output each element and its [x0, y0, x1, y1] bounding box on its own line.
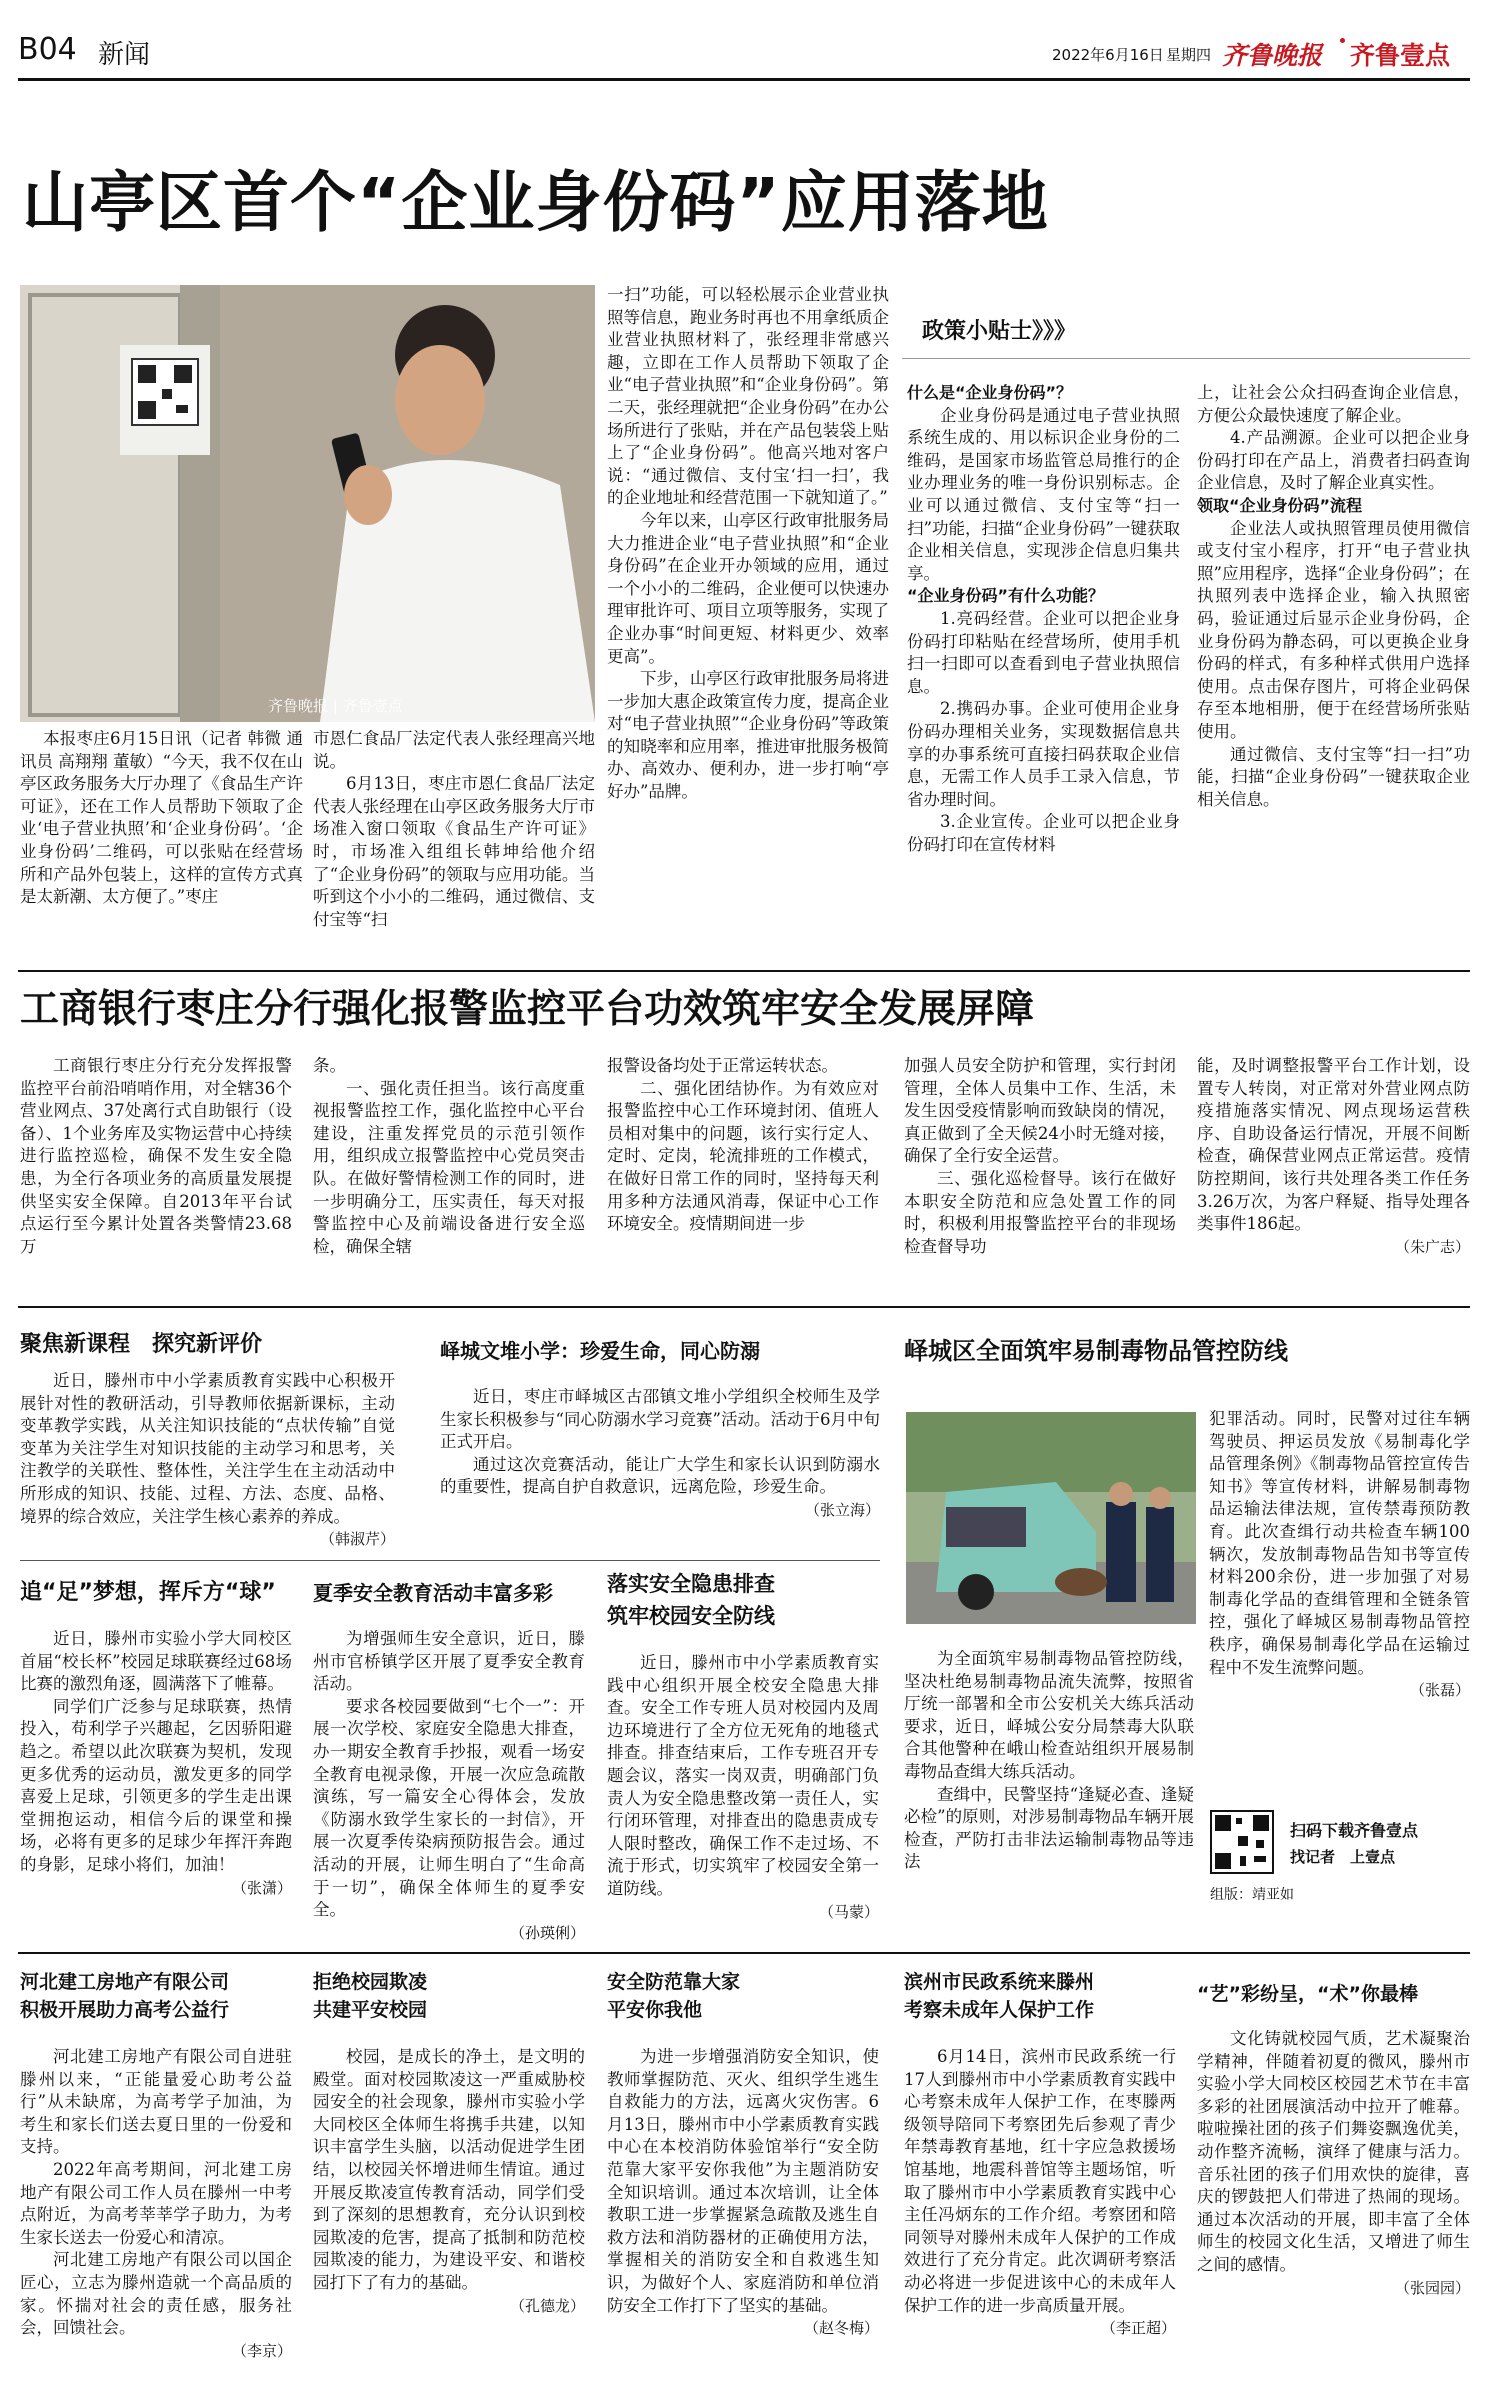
- short-c-title: 追“足”梦想，挥斥方“球”: [20, 1580, 276, 1605]
- bottom-paragraph: 6月14日，滨州市民政系统一行17人到滕州市中小学素质教育实践中心考察未成年人保护工作，在枣滕两级领导陪同下考察团先后参观了青少年禁毒教育基地，红十字应急救援场馆基地，地震科普馆等主题场馆，听取了滕州市中小学素质教育实践中心主任冯炳东的工作介绍。考察团和陪同领导对滕州未成年人保护的工作成效进行了充分肯定。此次调研考察活动必将进一步促进该中心的未成年人保护工作的进一步高质量开展。: [904, 2047, 1176, 2315]
- icbc-paragraph: 报警设备均处于正常运转状态。: [607, 1056, 838, 1075]
- lead-col-3: [607, 284, 889, 804]
- short-f-title: 峄城区全面筑牢易制毒物品管控防线: [904, 1337, 1288, 1365]
- bottom-paragraph: 为进一步增强消防安全知识，使教师掌握防范、灭火、组织学生逃生自救能力的方法，远离火灾伤害。6月13日，滕州市中小学素质教育实践中心在本校消防体验馆举行“安全防范靠大家平安你我他”为主题消防安全知识培训。通过本次培训，让全体教职工进一步掌握紧急疏散及逃生自救方法和消防器材的正确使用方法，掌握相关的消防安全和自救逃生知识，为做好个人、家庭消防和单位消防安全工作打下了坚实的基础。: [607, 2047, 879, 2315]
- short-a-paragraph: 近日，滕州市中小学素质教育实践中心积极开展针对性的教研活动，引导教师依据新课标，主动变革教学实践，从关注知识技能的“点状传输”自觉变革为关注学生对知识技能的主动学习和思考，关注教学的关联性、整体性，关注学生在主动活动中所形成的知识、技能、过程、方法、态度、品格、境界的综合效应，关注学生核心素养的养成。: [20, 1371, 395, 1526]
- icbc-paragraph: 二、强化团结协作。为有效应对报警监控中心工作环境封闭、值班人员相对集中的问题，该行实行定人、定时、定岗，轮流排班的工作模式，在做好日常工作的同时，坚持每天利用多种方法通风消毒，保证中心工作环境安全。疫情期间进一步: [607, 1078, 879, 1234]
- tips-title: 政策小贴士》》》: [922, 319, 1077, 344]
- short-a-title: 聚焦新课程 探究新评价: [20, 1332, 263, 1357]
- lead-paragraph: 一扫”功能，可以轻松展示企业营业执照等信息，跑业务时再也不用拿纸质企业营业执照材料了，张经理非常感兴趣，立即在工作人员帮助下领取了企业“电子营业执照”和“企业身份码”。第二天，张经理就把“企业身份码”在办公场所进行了张贴，并在产品包装袋上贴上了“企业身份码”。他高兴地对客户说：“通过微信、支付宝‘扫一扫’，我的企业地址和经营范围一下就知道了。”: [607, 285, 889, 508]
- issue-date: 2022年6月16日: [1052, 46, 1164, 64]
- bottom-title: 滨州市民政系统来滕州 考察未成年人保护工作: [904, 1971, 1095, 2021]
- lead-col-1: [20, 728, 303, 909]
- icbc-col-5: [1197, 1055, 1470, 1258]
- icbc-paragraph: 三、强化巡检督导。该行在做好本职安全防范和应急处置工作的同时，积极利用报警监控平台的非现场检查督导功: [904, 1168, 1176, 1256]
- bottom-title: 安全防范靠大家 平安你我他: [607, 1971, 741, 2021]
- bottom-paragraph: 河北建工房地产有限公司以国企匠心，立志为滕州造就一个高品质的家。怀揣对社会的责任感，服务社会，回馈社会。: [20, 2250, 292, 2338]
- tips-paragraph: 企业法人或执照管理员使用微信或支付宝小程序，打开“电子营业执照”应用程序，选择“企业身份码”；在执照列表中选择企业，输入执照密码，验证通过后显示企业身份码，企业身份码为静态码，可以更换企业身份码的样式，有多种样式供用户选择使用。点击保存图片，可将企业码保存至本地相册，便于在经营场所张贴使用。: [1197, 518, 1470, 741]
- tips-heading: 什么是“企业身份码”？: [907, 383, 1073, 402]
- lead-photo: [20, 285, 595, 722]
- short-e-paragraph: 近日，滕州市中小学素质教育实践中心组织开展全校安全隐患大排查。安全工作专班人员对校园内及周边环境进行了全方位无死角的地毯式排查。排查结束后，工作专班召开专题会议，落实一岗双责，明确部门负责人为安全隐患整改第一责任人，实行闭环管理，对排查出的隐患责成专人限时整改，确保工作不走过场、不流于形式，切实筑牢了校园安全第一道防线。: [607, 1653, 879, 1898]
- bottom-byline: （李正超）: [1100, 2319, 1176, 2338]
- short-b-body: [440, 1386, 880, 1522]
- tips-heading: “企业身份码”有什么功能？: [907, 586, 1105, 606]
- short-d-title: 夏季安全教育活动丰富多彩: [313, 1581, 553, 1605]
- short-e-body: [607, 1652, 879, 1923]
- bottom-paragraph: 2022年高考期间，河北建工房地产有限公司工作人员在滕州一中考点附近，为高考莘莘学子助力，为考生家长送去一份爱心和清凉。: [20, 2159, 292, 2247]
- bottom-byline: （李京）: [231, 2341, 292, 2360]
- short-f-body-right: [1209, 1408, 1470, 1702]
- tips-paragraph: 通过微信、支付宝等“扫一扫”功能，扫描“企业身份码”一键获取企业相关信息。: [1197, 744, 1470, 809]
- tips-paragraph: 2.携码办事。企业可使用企业身份码办理相关业务，实现数据信息共享的办事系统可直接扫码获取企业信息，无需工作人员手工录入信息，节省办理时间。: [907, 699, 1180, 809]
- tips-heading: 领取“企业身份码”流程: [1197, 495, 1363, 515]
- short-f-paragraph: 查缉中，民警坚持“逢疑必查、逢疑必检”的原则，对涉易制毒物品车辆开展检查，严防打击非法运输制毒物品等违法: [904, 1784, 1194, 1872]
- tips-paragraph: 4.产品溯源。企业可以把企业身份码打印在产品上，消费者扫码查询企业信息，及时了解企业真实性。: [1197, 428, 1470, 493]
- short-b-paragraph: 通过这次竞赛活动，能让广大学生和家长认识到防溺水的重要性，提高自护自救意识，远离危险，珍爱生命。: [440, 1454, 880, 1497]
- icbc-paragraph: 一、强化责任担当。该行高度重视报警监控工作，强化监控中心平台建设，注重发挥党员的示范引领作用，组织成立报警监控中心党员突击队。在做好警情检测工作的同时，进一步明确分工，压实责任，每天对报警监控中心及前端设备进行安全巡检，确保全辖: [313, 1078, 585, 1256]
- lead-photo-image: [20, 285, 595, 722]
- tips-col-1: [907, 382, 1180, 856]
- icbc-paragraph: 加强人员安全防护和管理，实行封闭管理，全体人员集中工作、生活，未发生因受疫情影响而致缺岗的情况，真正做到了全天候24小时无缝对接，确保了全行安全运营。: [904, 1056, 1176, 1166]
- icbc-col-3: [607, 1055, 879, 1236]
- icbc-byline: （朱广志）: [1394, 1237, 1470, 1256]
- short-b-byline: （张立海）: [804, 1500, 880, 1519]
- brand-logo: 齐鲁晚报: [1222, 41, 1323, 70]
- short-f-byline: （张磊）: [1409, 1681, 1470, 1700]
- qr-title: 扫码下载齐鲁壹点: [1290, 1821, 1419, 1840]
- short-f-photo: [906, 1412, 1196, 1624]
- page-header: [18, 30, 1470, 70]
- bottom-paragraph: 河北建工房地产有限公司自进驻滕州以来，“正能量爱心助考公益行”从未缺席，为高考学子加油，为考生和家长们送去夏日里的一份爱和支持。: [20, 2047, 292, 2157]
- lead-headline: 山亭区首个“企业身份码”应用落地: [22, 164, 1049, 241]
- icbc-paragraph: 条。: [313, 1056, 346, 1075]
- icbc-headline: 工商银行枣庄分行强化报警监控平台功效筑牢安全发展屏障: [20, 987, 1035, 1032]
- section-rule: [18, 970, 1470, 972]
- section-name: 新闻: [98, 40, 151, 70]
- short-e-title: 落实安全隐患排查 筑牢校园安全防线: [607, 1572, 775, 1628]
- mid-rule: [20, 1560, 880, 1561]
- short-c-paragraph: 近日，滕州市实验小学大同校区首届“校长杯”校园足球联赛经过68场比赛的激烈角逐，圆满落下了帷幕。: [20, 1629, 292, 1694]
- header-rule: [18, 78, 1470, 81]
- brand-app-logo: 齐鲁壹点: [1350, 41, 1451, 70]
- photo-watermark: 齐鲁晚报 | 齐鲁壹点: [268, 697, 403, 715]
- brand-divider: [1340, 38, 1345, 43]
- lead-paragraph: 今年以来，山亭区行政审批服务局大力推进企业“电子营业执照”和“企业身份码”在企业开办领域的应用，通过一个小小的二维码，企业便可以快速办理审批许可、项目立项等服务，实现了企业办事“时间更短、材料更少、效率更高”。: [607, 510, 889, 666]
- short-a-byline: （韩淑芹）: [319, 1530, 395, 1549]
- bottom-col-3: [607, 1968, 879, 2340]
- icbc-col-4: [904, 1055, 1176, 1258]
- qr-tagline: 找记者 上壹点: [1290, 1848, 1396, 1866]
- bottom-byline: （张园园）: [1394, 2278, 1470, 2297]
- icbc-col-1: [20, 1055, 292, 1258]
- short-c-paragraph: 同学们广泛参与足球联赛，热情投入，苟利学子兴趣起，乞因骄阳避趋之。希望以此次联赛为契机，发现更多优秀的运动员，激发更多的同学喜爱上足球，引领更多的学生走出课堂拥抱运动，相信今后的课堂和操场，必将有更多的足球少年挥汗奔跑的身影，足球小将们，加油！: [20, 1696, 292, 1874]
- short-f-paragraph: 犯罪活动。同时，民警对过往车辆驾驶员、押运员发放《易制毒化学品管理条例》《制毒物品管控宣传告知书》等宣传材料，讲解易制毒物品运输法律法规，宣传禁毒预防教育。此次查缉行动共检查车辆100辆次，发放制毒物品告知书等宣传材料200余份，进一步加强了对易制毒化学品的查缉管理和全链条管控，强化了峄城区易制毒物品管控秩序，确保易制毒化学品在运输过程中不发生流弊问题。: [1209, 1409, 1470, 1677]
- short-c-byline: （张潇）: [231, 1878, 292, 1897]
- icbc-col-2: [313, 1055, 585, 1258]
- bottom-title: 拒绝校园欺凌 共建平安校园: [313, 1971, 428, 2021]
- short-d-body: [313, 1628, 585, 1944]
- bottom-title: “艺”彩纷呈，“术”你最棒: [1197, 1983, 1418, 2005]
- short-d-paragraph: 为增强师生安全意识，近日，滕州市官桥镇学区开展了夏季安全教育活动。: [313, 1629, 585, 1694]
- tips-paragraph: 3.企业宣传。企业可以把企业身份码打印在宣传材料: [907, 812, 1180, 854]
- tips-col-2: [1197, 382, 1470, 811]
- bottom-col-2: [313, 1968, 585, 2317]
- short-e-byline: （马蒙）: [818, 1902, 879, 1921]
- bottom-col-4: [904, 1968, 1176, 2340]
- tips-paragraph: 企业身份码是通过电子营业执照系统生成的、用以标识企业身份的二维码，是国家市场监管总局推行的企业办理业务的唯一身份识别标志。企业可以通过微信、支付宝等“扫一扫”功能，扫描“企业身份码”一键获取企业相关信息，实现涉企信息归集共享。: [907, 405, 1180, 583]
- short-f-photo-image: [906, 1412, 1196, 1624]
- tips-underline: [902, 358, 1470, 359]
- bottom-paragraph: 文化铸就校园气质，艺术凝聚治学精神，伴随着初夏的微风，滕州市实验小学大同校区校园艺术节在丰富多彩的社团展演活动中拉开了帷幕。啦啦操社团的孩子们舞姿飘逸优美，动作整齐流畅，演绎了健康与活力。音乐社团的孩子们用欢快的旋律，喜庆的锣鼓把人们带进了热闹的现场。通过本次活动的开展，即丰富了全体师生的校园文化生活，又增进了师生之间的感情。: [1197, 2029, 1470, 2274]
- page-number: B04: [18, 32, 77, 67]
- issue-weekday: 星期四: [1166, 46, 1212, 64]
- section-rule: [18, 1306, 1470, 1308]
- lead-paragraph: 市恩仁食品厂法定代表人张经理高兴地说。: [313, 729, 595, 771]
- tips-paragraph: 上，让社会公众扫码查询企业信息，方便公众最快速度了解企业。: [1197, 383, 1470, 425]
- short-b-paragraph: 近日，枣庄市峄城区古邵镇文堆小学组织全校师生及学生家长积极参与“同心防溺水学习竞赛”活动。活动于6月中旬正式开启。: [440, 1387, 880, 1452]
- bottom-col-5: [1197, 1968, 1470, 2299]
- page-editor: 组版：靖亚如: [1210, 1887, 1294, 1903]
- short-d-byline: （孙瑛俐）: [509, 1923, 585, 1942]
- lead-col-2: [313, 728, 595, 931]
- short-c-body: [20, 1628, 292, 1899]
- section-rule: [18, 1952, 1470, 1954]
- lead-paragraph: 6月13日，枣庄市恩仁食品厂法定代表人张经理在山亭区政务服务大厅市场准入窗口领取《食品生产许可证》时，市场准入组组长韩坤给他介绍了“企业身份码”的领取与应用功能。当听到这个小小的二维码，通过微信、支付宝等“扫: [313, 774, 595, 929]
- bottom-byline: （赵冬梅）: [803, 2319, 879, 2338]
- lead-paragraph: 本报枣庄6月15日讯（记者 韩微 通讯员 高翔翔 董敏）“今天，我不仅在山亭区政务服务大厅办理了《食品生产许可证》，还在工作人员帮助下领取了企业‘电子营业执照’和‘企业身份码’。‘企业身份码’二维码，可以张贴在经营场所和产品外包装上，这样的宣传方式真是太新潮、太方便了。”枣庄: [20, 729, 303, 907]
- short-f-body-left: [904, 1648, 1194, 1874]
- short-b-title: 峄城文堆小学：珍爱生命，同心防溺: [440, 1339, 760, 1363]
- icbc-paragraph: 能，及时调整报警平台工作计划，设置专人转岗，对正常对外营业网点防疫措施落实情况、网点现场运营秩序、自助设备运行情况，开展不间断检查，确保营业网点正常运营。疫情防控期间，该行共处理各类工作任务3.26万次，为客户释疑、指导处理各类事件186起。: [1197, 1056, 1470, 1234]
- short-a-body: [20, 1370, 395, 1551]
- short-f-paragraph: 为全面筑牢易制毒物品管控防线，坚决杜绝易制毒物品流失流弊，按照省厅统一部署和全市公安机关大练兵活动要求，近日，峄城公安分局禁毒大队联合其他警种在峨山检查站组织开展易制毒物品查缉大练兵活动。: [904, 1649, 1194, 1781]
- lead-paragraph: 下步，山亭区行政审批服务局将进一步加大惠企政策宣传力度，提高企业对“电子营业执照”“企业身份码”等政策的知晓率和应用率，推进审批服务极简办、高效办、便利办，进一步打响“亭好办”品牌。: [607, 669, 889, 802]
- bottom-title: 河北建工房地产有限公司 积极开展助力高考公益行: [20, 1971, 230, 2021]
- bottom-paragraph: 校园，是成长的净土，是文明的殿堂。面对校园欺凌这一严重威胁校园安全的社会现象，滕州市实验小学大同校区全体师生将携手共建，以知识丰富学生头脑，以活动促进学生团结，以校园关怀增进师生情谊。通过开展反欺凌宣传教育活动，同学们受到了深刻的思想教育，充分认识到校园欺凌的危害，提高了抵制和防范校园欺凌的能力，为建设平安、和谐校园打下了有力的基础。: [313, 2047, 585, 2292]
- bottom-byline: （孔德龙）: [509, 2296, 585, 2315]
- bottom-col-1: [20, 1968, 292, 2362]
- tips-paragraph: 1.亮码经营。企业可以把企业身份码打印粘贴在经营场所，使用手机扫一扫即可以查看到电子营业执照信息。: [907, 608, 1180, 696]
- short-d-paragraph: 要求各校园要做到“七个一”：开展一次学校、家庭安全隐患大排查，办一期安全教育手抄报，观看一场安全教育电视录像，开展一次应急疏散演练，写一篇安全心得体会，发放《防溺水致学生家长的一封信》，开展一次夏季传染病预防报告会。通过活动的开展，让师生明白了“生命高于一切”，确保全体师生的夏季安全。: [313, 1696, 585, 1920]
- icbc-paragraph: 工商银行枣庄分行充分发挥报警监控平台前沿哨哨作用，对全辖36个营业网点、37处离行式自助银行（设备）、1个业务库及实物运营中心持续进行监控巡检，确保不发生安全隐患，为全行各项业务的高质量发展提供坚实安全保障。自2013年平台试点运行至今累计处置各类警情23.68万: [20, 1056, 292, 1256]
- qr-code-icon: [1212, 1812, 1272, 1872]
- qr-code[interactable]: [1210, 1810, 1274, 1874]
